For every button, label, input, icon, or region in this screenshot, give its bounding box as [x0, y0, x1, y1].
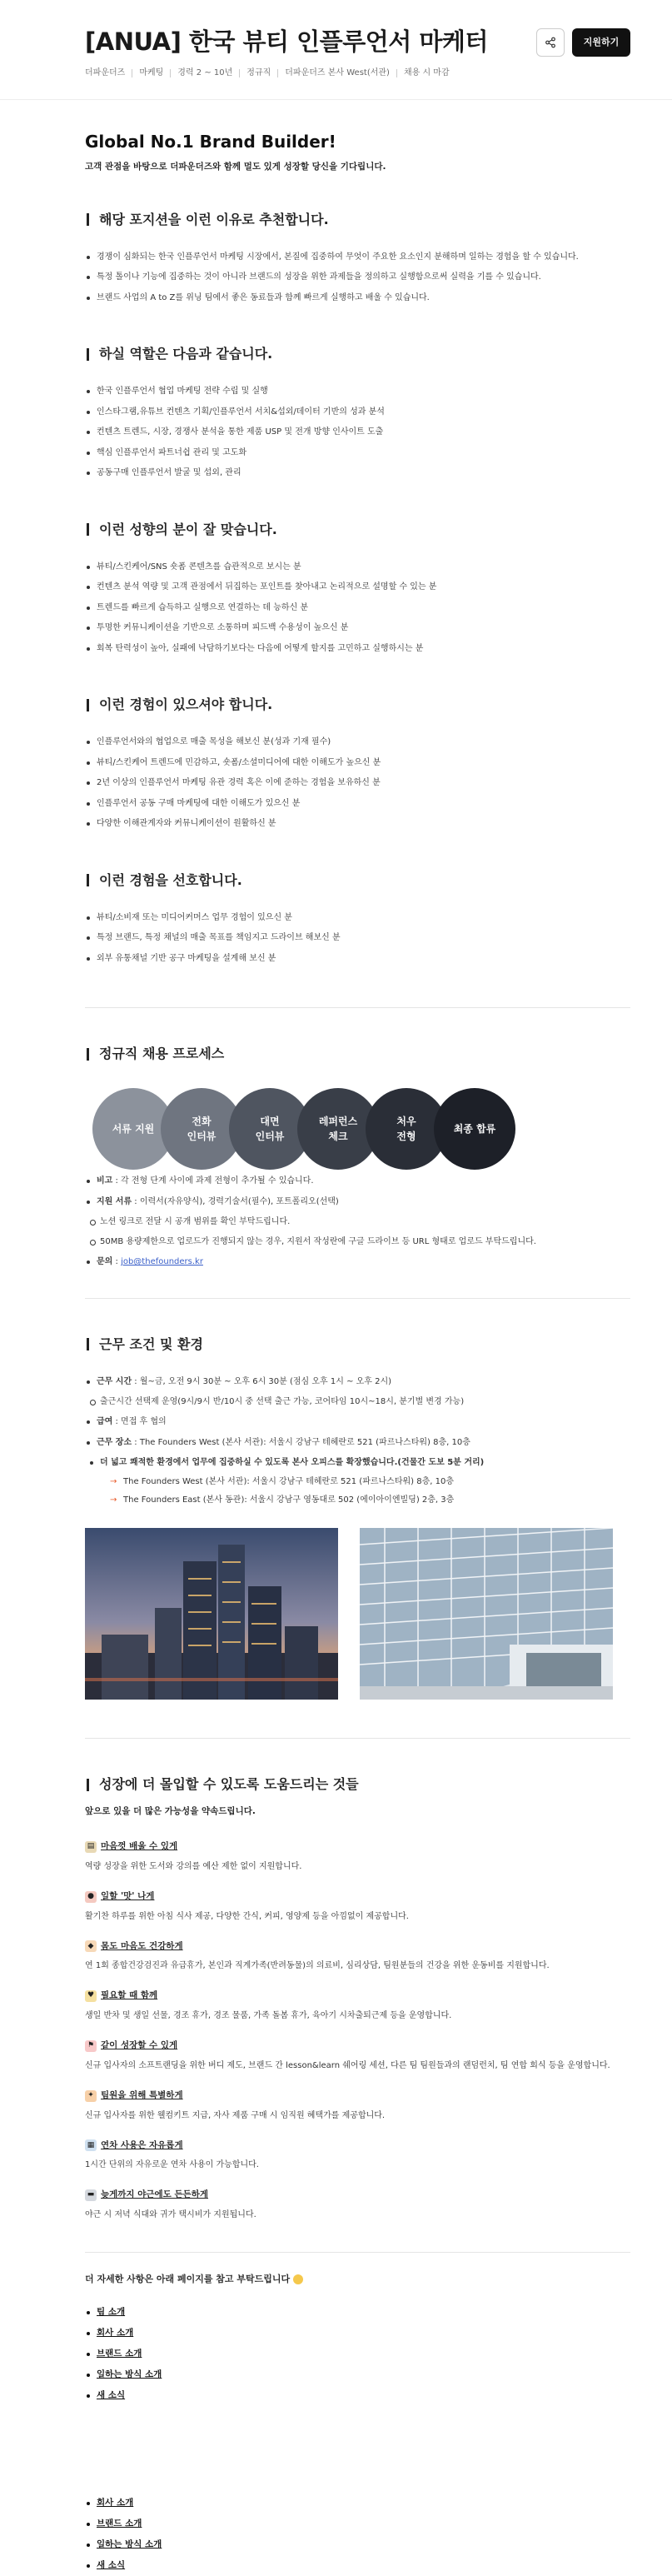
list-item: 인플루언서 공동 구매 마케팅에 대한 이해도가 있으신 분	[85, 794, 630, 815]
work-time: 근무 시간 : 월~금, 오전 9시 30분 ~ 오후 6시 30분 (점심 오후 1시 ~ 오후 2시)	[85, 1372, 630, 1393]
process-step: 서류 지원	[92, 1088, 174, 1170]
contact-list	[85, 1252, 630, 1273]
more-title: 더 자세한 사항은 아래 페이지를 참고 부탁드립니다	[85, 2273, 630, 2287]
intro-subtitle: 고객 관점을 바탕으로 더파운더즈와 함께 멀도 있게 성장할 당신을 기다립니다.	[85, 162, 386, 172]
benefit-item: ♥ 필요할 때 함께 생일 반차 및 생일 선물, 경조 휴가, 경조 물품, 가족 돌봄 휴가, 육아기 시차출퇴근제 등을 운영합니다.	[85, 1990, 452, 2020]
process-step: 대면 인터뷰	[229, 1088, 311, 1170]
list-item: 한국 인플루언서 협업 마케팅 전략 수립 및 실행	[85, 382, 630, 402]
work-time-sub	[85, 1392, 630, 1412]
link-company[interactable]: 회사 소개	[85, 2493, 630, 2514]
list-item: 50MB 용량제한으로 업로드가 진행되지 않는 경우, 지원서 작성란에 구글 드라이브 등 URL 형태로 업로드 부탁드립니다.	[85, 1232, 630, 1252]
link-news[interactable]: 새 소식	[85, 2555, 630, 2576]
section-title-required: 이런 경험이 있으셔야 합니다.	[85, 696, 630, 714]
list-item: 인플루언서와의 협업으로 매출 목성을 해보신 분(성과 기재 필수)	[85, 732, 630, 753]
list-item: 컨텐츠 분석 역량 및 고객 관점에서 뒤집하는 포인트를 찾아내고 논리적으로 설명할 수 있는 분	[85, 577, 630, 598]
section-title-growth: 성장에 더 몰입할 수 있도록 도움드리는 것들	[85, 1775, 630, 1794]
divider	[85, 2252, 630, 2253]
process-step: 레퍼런스 체크	[297, 1088, 379, 1170]
benefit-item: ▬ 늦게까지 야근에도 든든하게 야근 시 저녁 식대와 귀가 택시비가 지원됩니다.	[85, 2189, 256, 2219]
work-place-arrows	[85, 1473, 630, 1510]
arrow-icon: →	[110, 1495, 117, 1505]
benefit-item: ▦ 연차 사용은 자유롭게 1시간 단위의 자유로운 연차 사용이 가능합니다.	[85, 2139, 259, 2170]
job-meta	[85, 67, 630, 79]
list-item: 더 넓고 쾌적한 환경에서 업무에 집중하실 수 있도록 본사 오피스를 확장했습니다.(건물간 도보 5분 거리)	[85, 1453, 630, 1473]
list-item: → The Founders East (본사 동관): 서울시 강남구 영동대로 502 (에이아이엔빌딩) 2층, 3층	[85, 1491, 630, 1510]
list-item: 노션 링크로 전달 시 공개 범위를 확인 부탁드립니다.	[85, 1212, 630, 1232]
car-icon: ▬	[85, 2189, 97, 2201]
reason-list	[85, 247, 630, 309]
divider	[85, 1007, 630, 1008]
section-title-process: 정규직 채용 프로세스	[85, 1045, 630, 1063]
section-title-preferred: 이런 경험을 선호합니다.	[85, 871, 630, 890]
meta-career: 경력 2 ~ 10년	[177, 68, 233, 77]
benefit-item: ● 일할 '맛' 나게 활기찬 하루를 위한 아침 식사 제공, 다양한 간식, 커피, 영양제 등을 아낌없이 제공합니다.	[85, 1890, 409, 1921]
work-list	[85, 1372, 630, 1393]
fit-list	[85, 557, 630, 660]
meta-deadline: 채용 시 마감	[403, 68, 450, 77]
docs-sub-list	[85, 1212, 630, 1252]
list-item: 출근시간 선택제 운영(9시/9시 반/10시 중 선택 출근 가능, 코어타임 10시~18시, 분기별 변경 가능)	[85, 1392, 630, 1412]
section-title-reason: 해당 포지션을 이런 이유로 추천합니다.	[85, 211, 630, 229]
share-icon	[545, 37, 556, 48]
list-item: 2년 이상의 인플루언서 마케팅 유관 경력 혹은 이에 준하는 경험을 보유하신 분	[85, 773, 630, 794]
smile-icon	[293, 2274, 303, 2284]
office-photo-east	[360, 1528, 613, 1700]
list-item: 뷰티/스킨케어 트렌드에 민감하고, 숏폼/소셜미디어에 대한 이해도가 높으신 분	[85, 753, 630, 774]
flag-icon: ⚑	[85, 2040, 97, 2052]
meta-category: 마케팅	[139, 68, 164, 77]
link-workway[interactable]: 일하는 방식 소개	[85, 2364, 630, 2385]
more-links	[85, 2302, 630, 2406]
benefit-item: ✦ 팀원을 위해 특별하게 신규 입사자를 위한 웰컴키트 지급, 자사 제품 구매 시 임직원 혜택가를 제공합니다.	[85, 2089, 386, 2120]
list-item: 특정 톨이나 기능에 집중하는 것이 아니라 브랜드의 성장을 위한 과제들을 정의하고 실행함으로써 실력을 기를 수 있습니다.	[85, 267, 630, 288]
process-note: 비고 : 각 전형 단계 사이에 과제 전형이 추가될 수 있습니다.	[85, 1171, 630, 1192]
more-links-repeat	[85, 2493, 630, 2576]
link-company[interactable]: 회사 소개	[85, 2323, 630, 2344]
process-notes	[85, 1171, 630, 1212]
work-pay: 급여 : 면접 후 협의	[85, 1412, 630, 1433]
section-title-work: 근무 조건 및 환경	[85, 1335, 630, 1354]
process-step: 처우 전형	[366, 1088, 447, 1170]
share-button[interactable]	[536, 28, 565, 57]
list-item: 트렌드를 빠르게 습득하고 실행으로 연결하는 데 능하신 분	[85, 598, 630, 619]
office-photo-west	[85, 1528, 338, 1700]
meta-location: 더파운더즈 본사 West(서관)	[285, 68, 390, 77]
process-steps	[92, 1088, 630, 1170]
list-item: 뷰티/소비재 또는 미디어커머스 업무 경험이 있으신 분	[85, 908, 630, 929]
office-photos	[85, 1528, 630, 1700]
job-title: [ANUA] 한국 뷰티 인플루언서 마케터	[85, 27, 488, 56]
muscle-icon: ◆	[85, 1940, 97, 1952]
link-team[interactable]: 팀 소개	[85, 2302, 630, 2323]
apply-button[interactable]: 지원하기	[572, 28, 630, 57]
work-place: 근무 장소 : The Founders West (본사 서관): 서울시 강남구 테헤란로 521 (파르나스타워) 8층, 10층	[85, 1433, 630, 1454]
family-icon: ♥	[85, 1990, 97, 2002]
job-header	[0, 0, 672, 100]
contact-item: 문의 : job@thefounders.kr	[85, 1252, 630, 1273]
required-list	[85, 732, 630, 835]
benefit-item: ◆ 몸도 마음도 건강하게 연 1회 종합건강검진과 유급휴가, 본인과 직계가족(반려동물)의 의료비, 심리상담, 팀원분들의 건강을 위한 운동비를 지원합니다.	[85, 1940, 550, 1971]
book-icon: ▤	[85, 1841, 97, 1853]
benefit-item: ▤ 마음껏 배울 수 있게 역량 성장을 위한 도서와 강의를 예산 제한 없이 지원합니다.	[85, 1841, 302, 1871]
link-news[interactable]: 새 소식	[85, 2385, 630, 2406]
calendar-icon: ▦	[85, 2139, 97, 2151]
link-brand[interactable]: 브랜드 소개	[85, 2344, 630, 2364]
list-item: 공동구매 인플루언서 발굴 및 섭외, 관리	[85, 463, 630, 484]
section-title-fit: 이런 성향의 분이 잘 맞습니다.	[85, 521, 630, 539]
arrow-icon: →	[110, 1477, 117, 1487]
list-item: 경쟁이 심화되는 한국 인플루언서 마케팅 시장에서, 본질에 집중하여 무엇이 주요한 요소인지 분해하며 일하는 경험을 할 수 있습니다.	[85, 247, 630, 268]
list-item: → The Founders West (본사 서관): 서울시 강남구 테헤란로 521 (파르나스타워) 8층, 10층	[85, 1473, 630, 1491]
list-item: 뷰티/스킨케어/SNS 숏폼 콘텐츠를 습관적으로 보시는 분	[85, 557, 630, 578]
list-item: 인스타그램,유튜브 컨텐츠 기획/인플루언서 서치&섭외/데이터 기반의 성과 분석	[85, 402, 630, 423]
process-step: 최종 합류	[434, 1088, 515, 1170]
link-brand[interactable]: 브랜드 소개	[85, 2514, 630, 2534]
intro-title: Global No.1 Brand Builder!	[85, 132, 336, 152]
gift-icon: ✦	[85, 2090, 97, 2102]
work-list-2	[85, 1412, 630, 1453]
list-item: 브랜드 사업의 A to Z를 위닝 팀에서 좋은 동료들과 함께 빠르게 실행하고 배울 수 있습니다.	[85, 288, 630, 309]
list-item: 특정 브랜드, 특정 채널의 매출 목표를 책임지고 드라이브 해보신 분	[85, 928, 630, 949]
list-item: 외부 유통채널 기반 공구 마케팅을 설계해 보신 분	[85, 949, 630, 970]
divider	[85, 1298, 630, 1299]
section-title-role: 하실 역할은 다음과 같습니다.	[85, 345, 630, 363]
process-step: 전화 인터뷰	[161, 1088, 242, 1170]
list-item: 투명한 커뮤니케이션을 기반으로 소통하며 피드백 수용성이 높으신 분	[85, 618, 630, 639]
role-list	[85, 382, 630, 484]
food-icon: ●	[85, 1891, 97, 1903]
list-item: 다양한 이해관계자와 커뮤니케이션이 원활하신 분	[85, 814, 630, 835]
list-item: 회복 탄력성이 높아, 실패에 낙담하기보다는 다음에 어떻게 할지를 고민하고 실행하시는 분	[85, 639, 630, 660]
benefit-item: ⚑ 같이 성장할 수 있게 신규 입사자의 소프트랜딩을 위한 버디 제도, 브랜드 간 lesson&learn 쉐어링 세션, 다른 팀 팀원들과의 랜덤런치, 팀 연합 회식 등을 운영합니다.	[85, 2040, 610, 2070]
list-item: 핵심 인플루언서 파트너쉽 관리 및 고도화	[85, 443, 630, 464]
preferred-list	[85, 908, 630, 970]
process-docs: 지원 서류 : 이력서(자유양식), 경력기술서(필수), 포트폴리오(선택)	[85, 1192, 630, 1213]
job-content	[0, 100, 672, 2576]
meta-type: 정규직	[246, 68, 271, 77]
divider	[85, 1738, 630, 1739]
growth-subtitle: 앞으로 있을 더 많은 가능성을 약속드립니다.	[85, 1806, 256, 1817]
link-workway[interactable]: 일하는 방식 소개	[85, 2534, 630, 2555]
work-place-sub	[85, 1453, 630, 1473]
contact-email-link[interactable]: job@thefounders.kr	[121, 1257, 203, 1267]
meta-company: 더파운더즈	[85, 68, 126, 77]
list-item: 컨텐츠 트렌드, 시장, 경쟁사 분석을 통한 제품 USP 및 전개 방향 인사이트 도출	[85, 422, 630, 443]
